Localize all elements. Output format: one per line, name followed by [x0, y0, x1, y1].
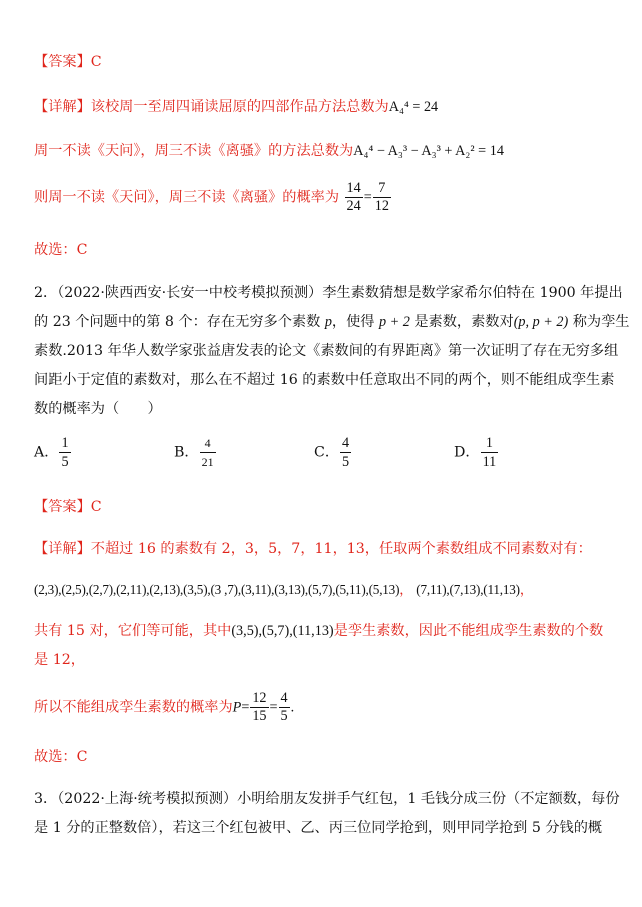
option-d[interactable]: D． $\frac{1}{11}$	[454, 435, 497, 470]
detail-line-3: 则周一不读《天问》，周三不读《离骚》的概率为 $\frac{14}{24}$ = $\frac{7}{12}$	[34, 180, 389, 214]
answer-tag: 【答案】	[34, 54, 91, 70]
answer-tag: 【答案】	[34, 499, 91, 515]
question-2-line-5: 数的概率为（ ）	[34, 401, 162, 417]
fraction: $\frac{1}{11}$	[482, 435, 497, 470]
permutation-formula: A₄⁴ − A₃³ − A₃³ + A₂² = 14	[353, 143, 504, 159]
fraction: $\frac{4}{5}$	[342, 435, 350, 470]
detail-text: 不超过 16 的素数有 2，3，5，7，11，13，任取两个素数组成不同素数对有：	[90, 541, 592, 557]
permutation-formula: A₄⁴ = 24	[388, 99, 439, 115]
detail-line-2	[34, 141, 504, 161]
question-2-line-1: 2．（2022·陕西西安·长安一中校考模拟预测）李生素数猜想是数学家希尔伯特在 1900 年提出	[34, 285, 623, 301]
detail-tag: 【详解】	[34, 541, 91, 557]
question-2-line-3: 素数.2013 年华人数学家张益唐发表的论文《素数间的有界距离》第一次证明了存在无穷多组	[34, 343, 619, 359]
option-a[interactable]: A． $\frac{1}{5}$	[34, 435, 69, 470]
detail-line-4	[34, 539, 592, 559]
detail-text: 则周一不读《天问》，周三不读《离骚》的概率为	[34, 189, 340, 206]
question-3-line-2: 是 1 分的正整数倍），若这三个红包被甲、乙、丙三位同学抢到，则甲同学抢到 5 分钱的概	[34, 820, 603, 836]
option-b[interactable]: B． $\frac{4}{21}$	[174, 436, 214, 469]
detail-text: 该校周一至周四诵读屈原的四部作品方法总数为	[90, 99, 389, 115]
detail-line-5: 共有 15 对，它们等可能，其中(3,5),(5,7),(11,13)是孪生素数，因此不能组成孪生素数的个数	[34, 623, 604, 639]
fraction: $\frac{7}{12}$	[374, 180, 389, 214]
prime-pairs-group-1: (2,3),(2,5),(2,7),(2,11),(2,13),(3,5),(3 ,7),(3,11),(3,13),(5,7),(5,11),(5,13)	[34, 582, 400, 597]
fraction: $\frac{14}{24}$	[346, 180, 361, 214]
detail-line-1	[34, 97, 438, 117]
detail-tag: 【详解】	[34, 99, 91, 115]
option-c[interactable]: C． $\frac{4}{5}$	[314, 435, 350, 470]
fraction: $\frac{1}{5}$	[61, 435, 69, 470]
answer-value: C	[90, 54, 102, 70]
choose-line-1: 故选：C	[34, 242, 88, 258]
fraction: $\frac{12}{15}$	[252, 690, 267, 724]
fraction: $\frac{4}{21}$	[201, 436, 214, 469]
detail-text: 周一不读《天问》，周三不读《离骚》的方法总数为	[34, 143, 354, 159]
prime-pairs-group-2: (7,11),(7,13),(11,13)	[416, 582, 520, 597]
fraction: $\frac{4}{5}$	[280, 690, 288, 724]
question-3-line-1: 3．（2022·上海·统考模拟预测）小明给朋友发拼手气红包，1 毛钱分成三份（不定额数，每份	[34, 791, 620, 807]
answer-line-2	[34, 497, 102, 517]
answer-line-1	[34, 52, 102, 72]
detail-line-6: 是 12，	[34, 652, 85, 668]
question-2-line-4: 间距小于定值的素数对，那么在不超过 16 的素数中任意取出不同的两个，则不能组成孪生素	[34, 372, 615, 388]
twin-prime-pairs: (3,5),(5,7),(11,13)	[231, 623, 334, 639]
answer-value: C	[90, 499, 102, 515]
question-2-line-2: 的 23 个问题中的第 8 个：存在无穷多个素数 p，使得 p + 2 是素数，素数对(p, p + 2) 称为孪生	[34, 314, 630, 330]
detail-line-7: 所以不能组成孪生素数的概率为P= $\frac{12}{15}$ = $\frac{4}{5}$ .	[34, 690, 295, 724]
prime-pairs-line: (2,3),(2,5),(2,7),(2,11),(2,13),(3,5),(3 ,7),(3,11),(3,13),(5,7),(5,11),(5,13)， (7,11),(7,13),(11,13)，	[34, 582, 533, 598]
choose-line-2: 故选：C	[34, 749, 88, 765]
